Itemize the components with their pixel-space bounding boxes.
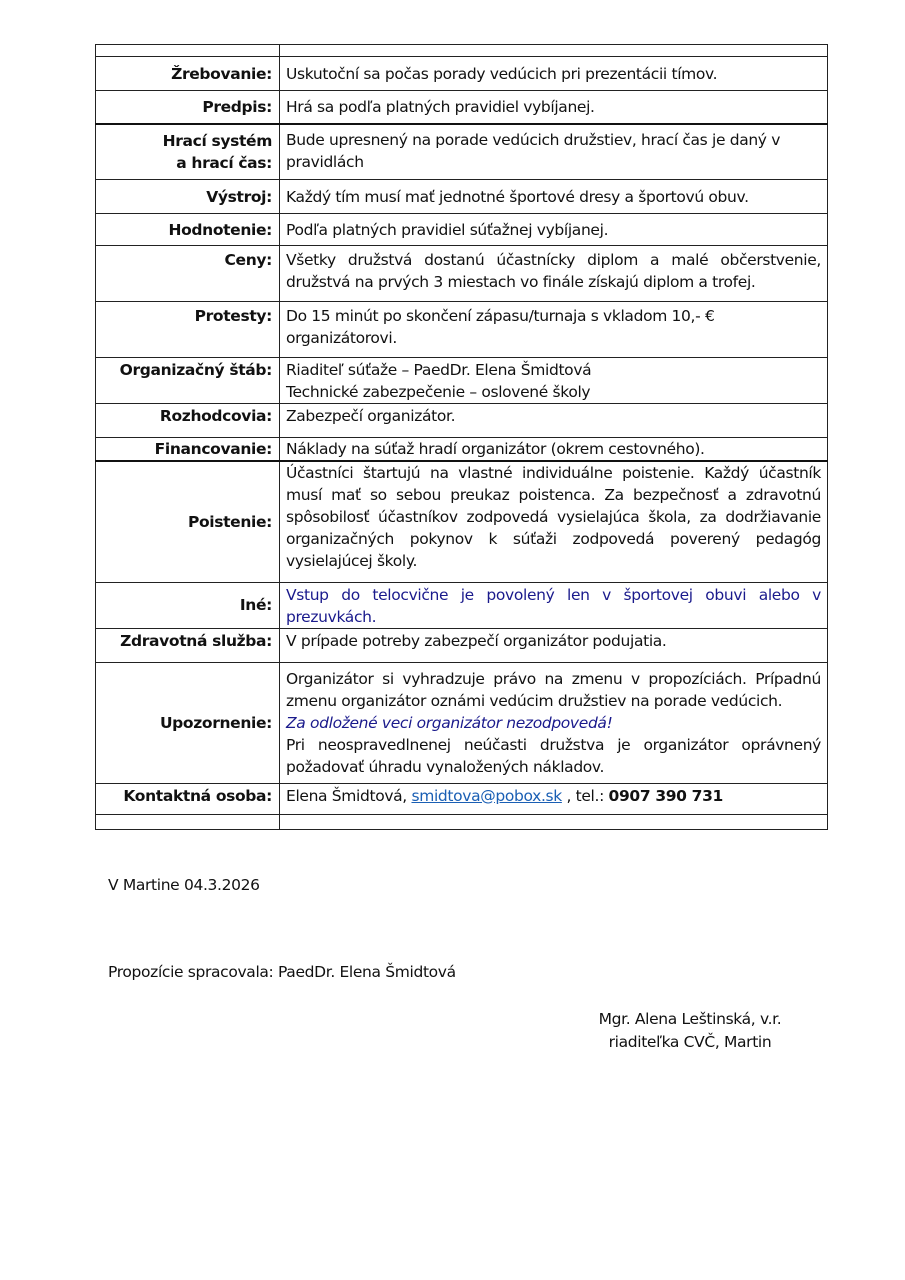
- row-value: [280, 783, 828, 814]
- table-row-kontaktna-osoba: [96, 783, 828, 814]
- row-value: Zabezpečí organizátor.: [280, 404, 828, 438]
- row-label: Ceny:: [96, 246, 280, 302]
- row-label: Upozornenie:: [96, 662, 280, 783]
- row-value: Každý tím musí mať jednotné športové dresy a športovú obuv.: [280, 180, 828, 214]
- table-row-zrebovanie: [96, 57, 828, 91]
- row-value: Vstup do telocvične je povolený len v športovej obuvi alebo v prezuvkách.: [280, 582, 828, 628]
- row-value: [280, 662, 828, 783]
- row-label: Organizačný štáb:: [96, 358, 280, 404]
- row-label: Rozhodcovia:: [96, 404, 280, 438]
- prepared-by: Propozície spracovala: PaedDr. Elena Šmidtová: [108, 963, 456, 981]
- row-value-line2: Technické zabezpečenie – oslovené školy: [286, 383, 591, 401]
- signature-block: [560, 1008, 820, 1054]
- row-value: V prípade potreby zabezpečí organizátor podujatia.: [280, 628, 828, 662]
- row-value: Hrá sa podľa platných pravidiel vybíjanej.: [280, 91, 828, 124]
- row-value: Všetky družstvá dostanú účastnícky diplom a malé občerstvenie, družstvá na prvých 3 miestach vo finále získajú diplom a trofej.: [280, 246, 828, 302]
- upozornenie-text-italic: Za odložené veci organizátor nezodpovedá!: [286, 713, 613, 732]
- table-row-organizacny-stab: [96, 358, 828, 404]
- row-label: Protesty:: [96, 302, 280, 358]
- table-row-financovanie: [96, 438, 828, 462]
- table-row-vystroj: [96, 180, 828, 214]
- row-value: Účastníci štartujú na vlastné individuálne poistenie. Každý účastník musí mať so sebou preukaz poistenca. Za bezpečnosť a zdravotnú spôsobilosť účastníkov zodpovedá vysielajúca škola, za dodržiavanie organizačných pokynov k súťaži zodpovedá poverený pedagóg vysielajúcej školy.: [280, 461, 828, 582]
- row-value: Bude upresnený na porade vedúcich družstiev, hrací čas je daný v pravidlách: [280, 124, 828, 180]
- row-label-line2: a hrací čas:: [176, 153, 272, 172]
- upozornenie-text-2: Pri neospravedlnenej neúčasti družstva je organizátor oprávnený požadovať úhradu vynaložených nákladov.: [286, 735, 821, 776]
- row-label: Iné:: [96, 582, 280, 628]
- table-row-ceny: [96, 246, 828, 302]
- table-row-upozornenie: [96, 662, 828, 783]
- row-value: Uskutoční sa počas porady vedúcich pri prezentácii tímov.: [280, 57, 828, 91]
- contact-tel-label: , tel.:: [561, 786, 609, 805]
- row-label: [96, 45, 280, 57]
- row-value-line1: Riaditeľ súťaže – PaedDr. Elena Šmidtová: [286, 361, 592, 379]
- row-value: Do 15 minút po skončení zápasu/turnaja s vkladom 10,- € organizátorovi.: [280, 302, 828, 358]
- row-label: Kontaktná osoba:: [96, 783, 280, 814]
- row-label: Výstroj:: [96, 180, 280, 214]
- row-label: [96, 814, 280, 829]
- row-label-line1: Hrací systém: [162, 131, 272, 150]
- contact-email-link[interactable]: smidtova@pobox.sk: [411, 786, 562, 805]
- table-row-protesty: [96, 302, 828, 358]
- contact-phone: 0907 390 731: [608, 786, 723, 805]
- table-row-ine: [96, 582, 828, 628]
- row-label: Predpis:: [96, 91, 280, 124]
- table-row-poistenie: [96, 461, 828, 582]
- contact-name: Elena Šmidtová,: [286, 786, 412, 805]
- row-label: Hodnotenie:: [96, 214, 280, 246]
- row-value: [280, 45, 828, 57]
- place-date: V Martine 04.3.2026: [108, 876, 260, 894]
- table-row-rozhodcovia: [96, 404, 828, 438]
- upozornenie-text-1: Organizátor si vyhradzuje právo na zmenu v propozíciách. Prípadnú zmenu organizátor oznámi vedúcim družstiev na porade vedúcich.: [286, 669, 821, 710]
- row-value: [280, 814, 828, 829]
- table-row-hraci-system: [96, 124, 828, 180]
- row-value: Náklady na súťaž hradí organizátor (okrem cestovného).: [280, 438, 828, 462]
- table-row-empty-bottom: [96, 814, 828, 829]
- table-row-empty-top: [96, 45, 828, 57]
- table-row-hodnotenie: [96, 214, 828, 246]
- propositions-table: [95, 44, 828, 830]
- row-value: [280, 358, 828, 404]
- row-label: [96, 124, 280, 180]
- table-row-zdravotna-sluzba: [96, 628, 828, 662]
- row-label: Zdravotná služba:: [96, 628, 280, 662]
- row-label: Žrebovanie:: [96, 57, 280, 91]
- table-row-predpis: [96, 91, 828, 124]
- row-label: Poistenie:: [96, 461, 280, 582]
- row-value: Podľa platných pravidiel súťažnej vybíjanej.: [280, 214, 828, 246]
- row-label: Financovanie:: [96, 438, 280, 462]
- signature-name: Mgr. Alena Leštinská, v.r.: [598, 1010, 782, 1028]
- signature-title: riaditeľka CVČ, Martin: [608, 1033, 772, 1051]
